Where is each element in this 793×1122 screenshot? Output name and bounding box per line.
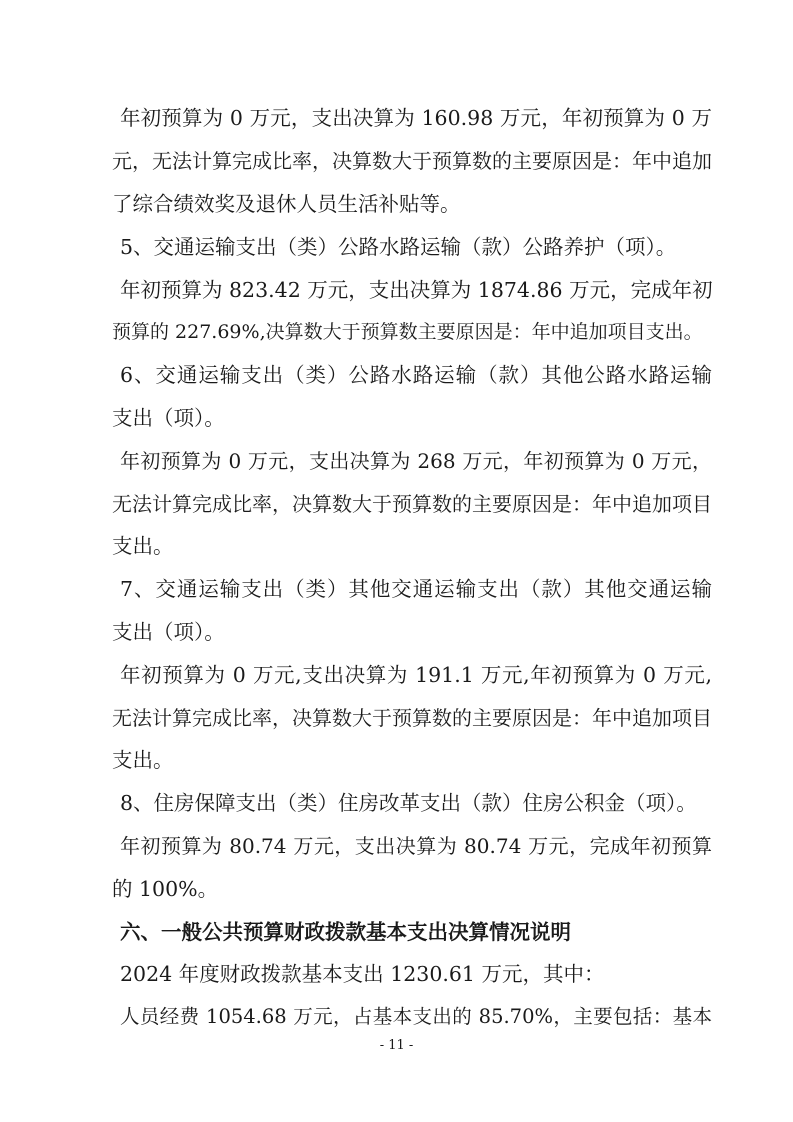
paragraph-line: 年初预算为 0 万元，支出决算为 160.98 万元，年初预算为 0 万: [120, 106, 712, 130]
paragraph-line: 年初预算为 0 万元，支出决算为 268 万元，年初预算为 0 万元，: [120, 449, 712, 473]
paragraph-line: 的 100%。: [112, 877, 219, 901]
paragraph-line: 支出（项）。: [112, 406, 225, 430]
paragraph-line: 人员经费 1054.68 万元，占基本支出的 85.70%，主要包括：基本: [120, 1005, 712, 1028]
paragraph-line: 年初预算为 0 万元,支出决算为 191.1 万元,年初预算为 0 万元,: [120, 663, 712, 687]
paragraph-line: 年初预算为 80.74 万元，支出决算为 80.74 万元，完成年初预算: [120, 834, 712, 858]
paragraph-line: 预算的 227.69%,决算数大于预算数主要原因是：年中追加项目支出。: [112, 321, 703, 343]
section-item-7: 7、交通运输支出（类）其他交通运输支出（款）其他交通运输: [120, 577, 712, 601]
section-item-8: 8、住房保障支出（类）住房改革支出（款）住房公积金（项）。: [120, 791, 697, 815]
page-number: - 11 -: [379, 1038, 414, 1053]
paragraph-line: 年初预算为 823.42 万元，支出决算为 1874.86 万元，完成年初: [120, 278, 713, 302]
section-heading: 六、一般公共预算财政拨款基本支出决算情况说明: [120, 920, 571, 944]
paragraph-line: 元，无法计算完成比率，决算数大于预算数的主要原因是：年中追加: [112, 149, 712, 173]
paragraph-line: 无法计算完成比率，决算数大于预算数的主要原因是：年中追加项目: [112, 492, 712, 516]
paragraph-line: 支出（项）。: [112, 620, 225, 644]
paragraph-line: 无法计算完成比率，决算数大于预算数的主要原因是：年中追加项目: [112, 706, 712, 730]
section-item-5: 5、交通运输支出（类）公路水路运输（款）公路养护（项）。: [120, 235, 677, 259]
section-item-6: 6、交通运输支出（类）公路水路运输（款）其他公路水路运输: [120, 363, 712, 387]
paragraph-line: 2024 年度财政拨款基本支出 1230.61 万元，其中：: [120, 962, 605, 986]
paragraph-line: 支出。: [112, 748, 174, 772]
paragraph-line: 了综合绩效奖及退休人员生活补贴等。: [112, 192, 461, 216]
paragraph-line: 支出。: [112, 534, 174, 558]
